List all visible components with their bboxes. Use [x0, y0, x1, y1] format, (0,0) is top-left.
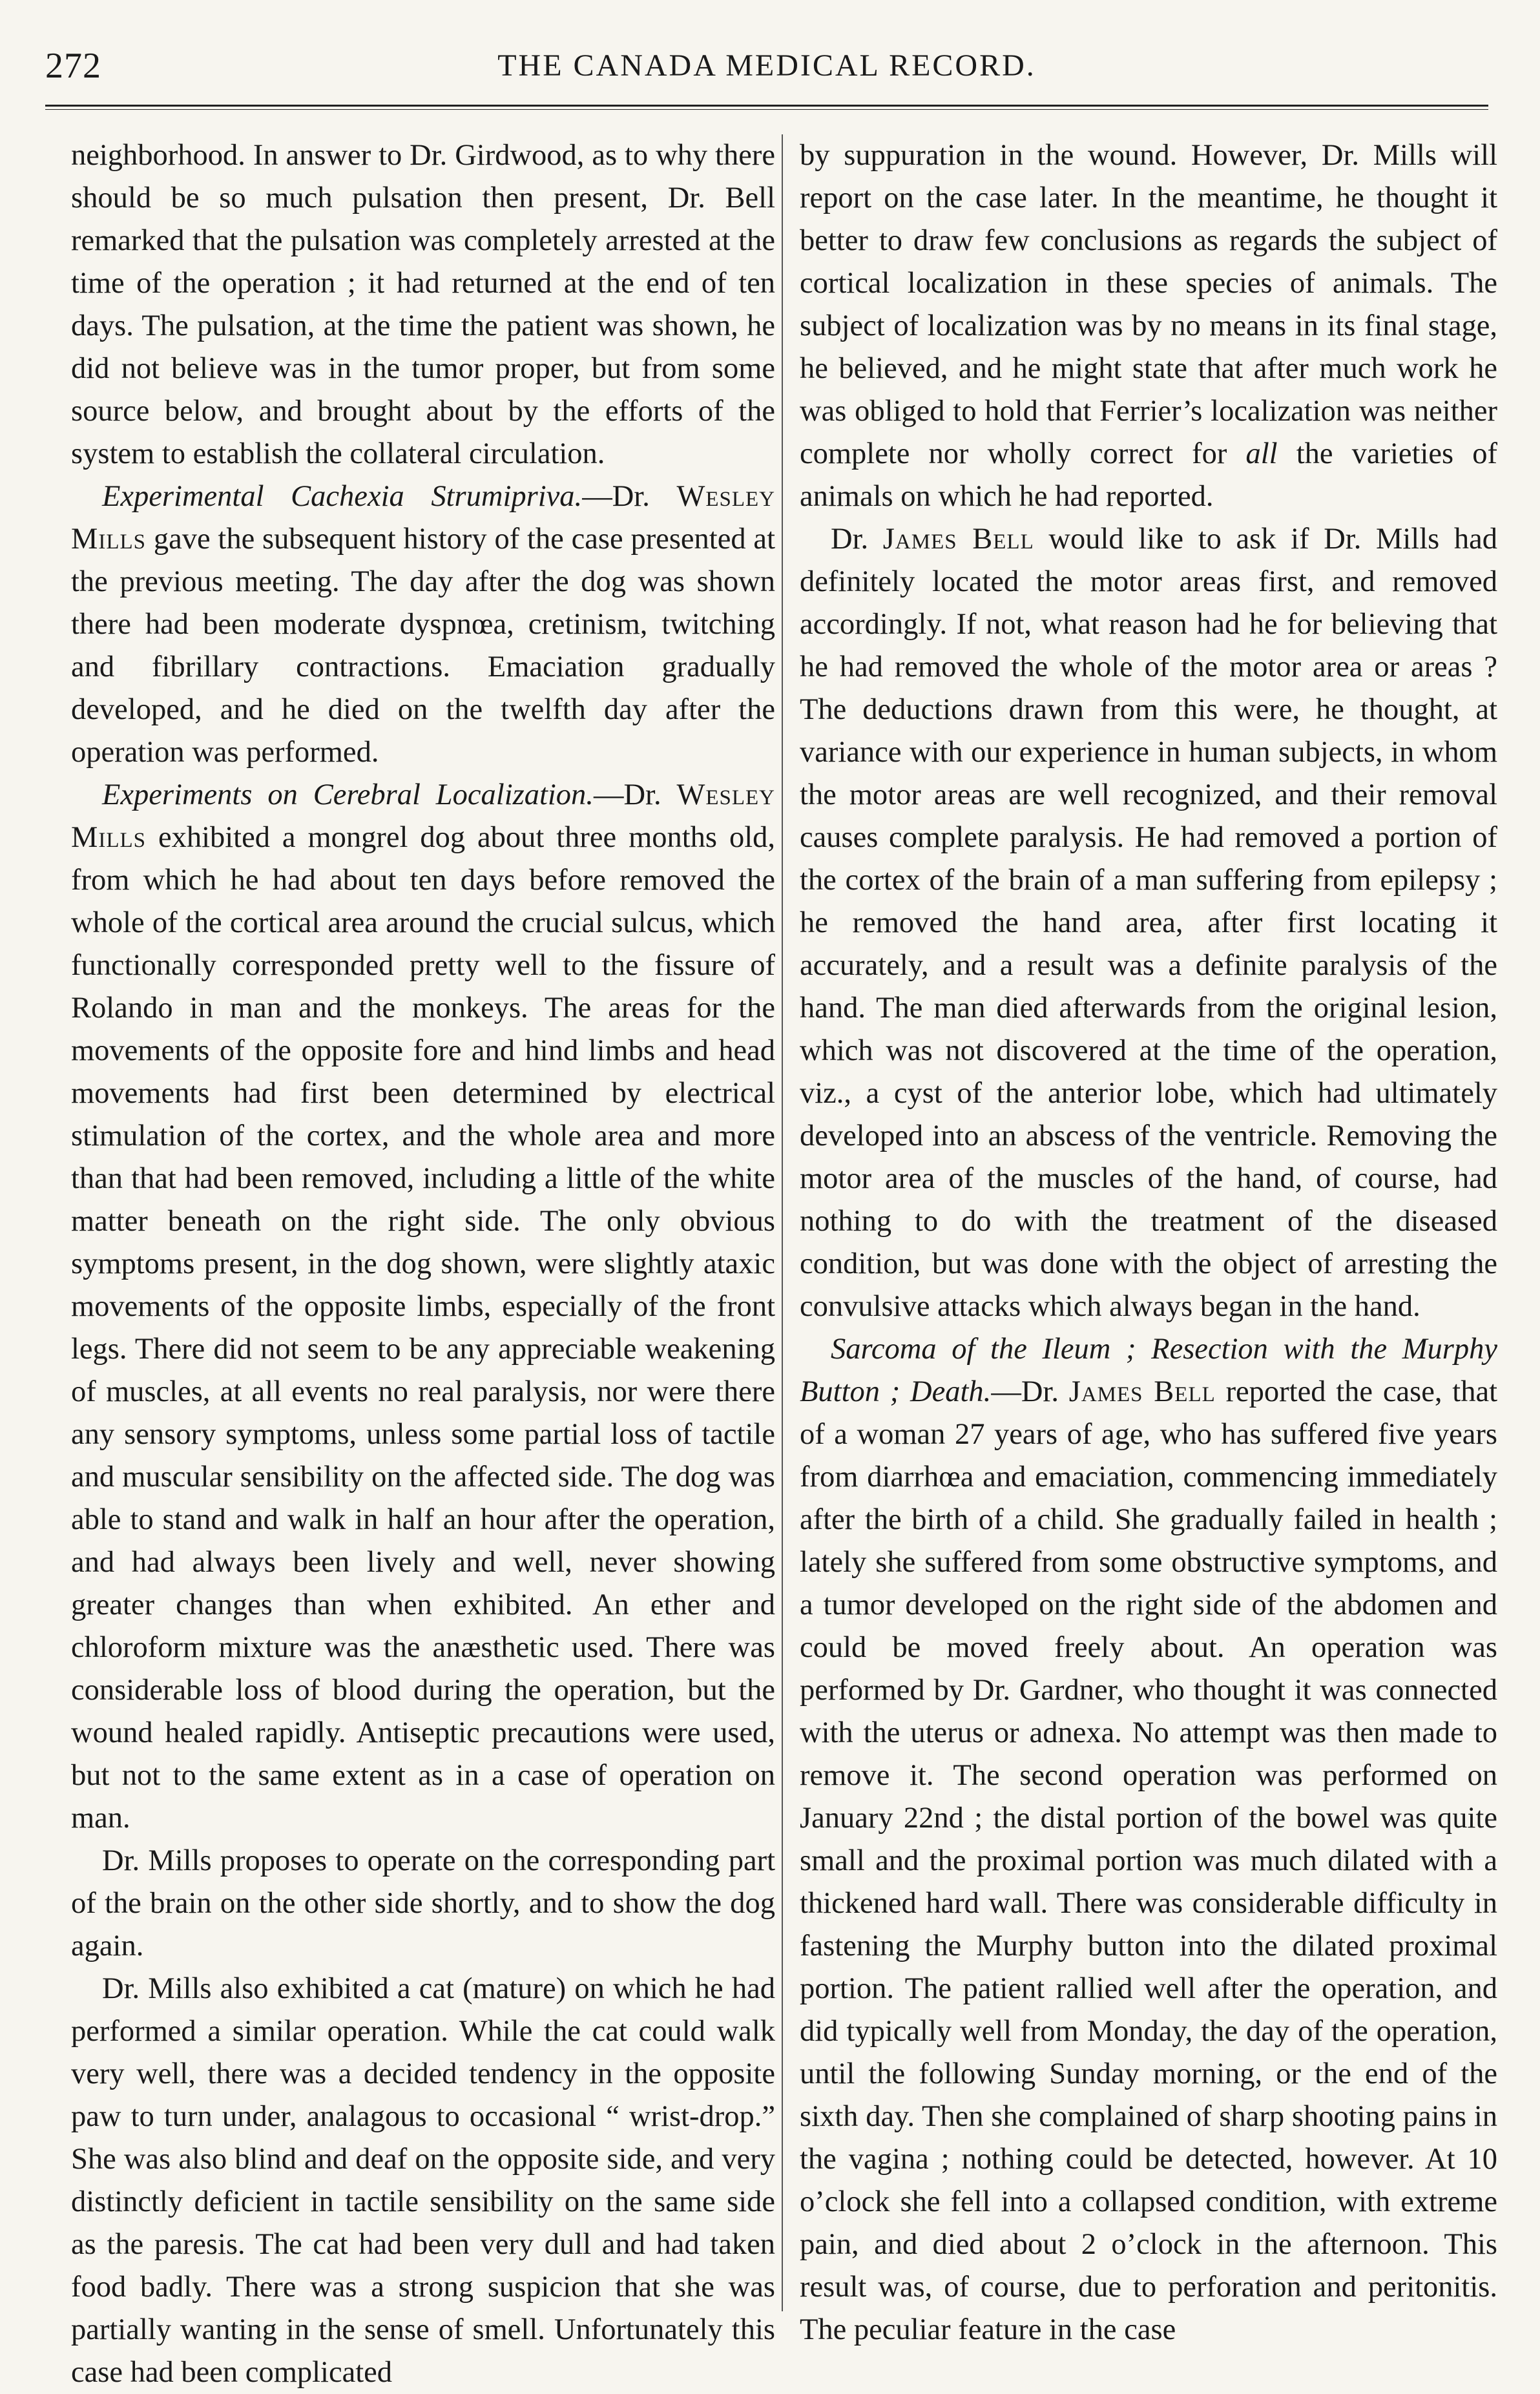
section-heading-sarcoma: Sarcoma of the Ileum ; Resection with the Murphy Button ; Death. — [800, 1333, 1497, 1408]
paragraph-body: exhibited a mongrel dog about three months old, from which he had about ten days before removed the whole of the cortical area around the crucial sulcus, which functionally corresponded pretty well to the fissure of Rolando in man and the monkeys. The areas for the movements of the opposite fore and hind limbs and head movements had first been determined by electrical stimulation of the cortex, and the whole area and more than that had been removed, including a little of the white matter beneath on the right side. The only obvious symptoms present, in the dog shown, were slightly ataxic movements of the opposite limbs, especially of the front legs. There did not seem to be any appreciable weakening of muscles, at all events no real paralysis, nor were there any sensory symptoms, unless some partial loss of tactile and muscular sensibility on the affected side. The dog was able to stand and walk in half an hour after the operation, and had always been lively and well, never showing greater changes than when exhibited. An ether and chloroform mixture was the anæsthetic used. There was considerable loss of blood during the operation, but the wound healed rapidly. Antiseptic precautions were used, but not to the same extent as in a case of operation on man. — [71, 821, 775, 1835]
paragraph-cachexia — [71, 475, 775, 774]
running-head: THE CANADA MEDICAL RECORD. — [497, 48, 1036, 83]
column-divider — [782, 134, 783, 2311]
paragraph-text: by suppuration in the wound. However, Dr. Mills will report on the case later. In the meantime, he thought it better to draw few conclusions as regards the subject of cortical localization in these species of animals. The subject of localization was by no means in its final stage, he believed, and he might state that after much work he was obliged to hold that Ferrier’s localization was neither complete nor wholly correct for — [800, 139, 1497, 470]
dash-text: —Dr. — [593, 778, 677, 811]
paragraph-suppuration — [800, 134, 1497, 518]
paragraph-body: reported the case, that of a woman 27 years of age, who has suffered five years from diarrhœa and emaciation, commencing immediately after the birth of a child. She gradually failed in health ; lately she suffered from some obstructive symptoms, and a tumor developed on the right side of the abdomen and could be moved freely about. An operation was performed by Dr. Gardner, who thought it was connected with the uterus or adnexa. No attempt was then made to remove it. The second operation was performed on January 22nd ; the distal portion of the bowel was quite small and the proximal portion was much dilated with a thickened hard wall. There was considerable difficulty in fastening the Murphy button into the dilated proximal portion. The patient rallied well after the operation, and did typically well from Monday, the day of the operation, until the following Sunday morning, or the end of the sixth day. Then she complained of sharp shooting pains in the vagina ; nothing could be detected, however. At 10 o’clock she fell into a collapsed condition, with extreme pain, and died about 2 o’clock in the afternoon. This result was, of course, due to perforation and peritonitis. The peculiar feature in the case — [800, 1375, 1497, 2346]
paragraph-mills-proposes: Dr. Mills proposes to operate on the corresponding part of the brain on the other side shortly, and to show the dog again. — [71, 1844, 775, 1962]
paragraph-sarcoma — [800, 1328, 1497, 2351]
dash-text: —Dr. — [582, 480, 677, 513]
paragraph-body: would like to ask if Dr. Mills had definitely located the motor areas first, and removed accordingly. If not, what reason had he for believing that he had removed the whole of the motor area or areas ? The deductions drawn from this were, he thought, at variance with our experience in human subjects, in whom the motor areas are well recognized, and their removal causes complete paralysis. He had removed a portion of the cortex of the brain of a man suffering from epilepsy ; he removed the hand area, after first locating it accurately, and a result was a definite paralysis of the hand. The man died afterwards from the original lesion, which was not discovered at the time of the operation, viz., a cyst of the anterior lobe, which had ultimately developed into an abscess of the ventricle. Removing the motor area of the muscles of the hand, of course, had nothing to do with the treatment of the diseased condition, but was done with the object of arresting the convulsive attacks which always began in the hand. — [800, 523, 1498, 1323]
author-name: James Bell — [1068, 1375, 1216, 1408]
page-number: 272 — [45, 46, 101, 86]
paragraph-localization — [71, 774, 775, 1840]
author-name: James Bell — [882, 523, 1034, 556]
left-column — [71, 134, 775, 2389]
right-column — [800, 134, 1498, 2346]
section-heading-cachexia: Experimental Cachexia Strumipriva. — [102, 480, 583, 513]
paragraph-body: gave the subsequent history of the case presented at the previous meeting. The day after the dog was shown there had been moderate dyspnœa, cretinism, twitching and fibrillary contractions. Emaciation gradually developed, and he died on the twelfth day after the operation was performed. — [71, 523, 775, 769]
section-heading-localization: Experiments on Cerebral Localization. — [102, 778, 594, 811]
paragraph-bell-question — [800, 518, 1497, 1328]
author-name: Wesley Mills — [71, 480, 775, 556]
paragraph-text: the varieties of animals on which he had reported. — [800, 437, 1497, 513]
author-name: Wesley Mills — [71, 778, 775, 854]
page-header — [45, 45, 1488, 97]
paragraph-cat: Dr. Mills also exhibited a cat (mature) on which he had performed a similar operation. While the cat could walk very well, there was a decided tendency in the opposite paw to turn under, analagous to occasional “ wrist-drop.” She was also blind and deaf on the opposite side, and very distinctly deficient in tactile sensibility on the same side as the paresis. The cat had been very dull and had taken food badly. There was a strong suspicion that she was partially wanting in the sense of smell. Unfortunately this case had been complicated — [71, 1972, 775, 2389]
emphasis-all: all — [1245, 437, 1278, 470]
header-rule — [45, 105, 1488, 110]
dash-text: —Dr. — [991, 1375, 1069, 1408]
paragraph-pulsation: neighborhood. In answer to Dr. Girdwood, as to why there should be so much pulsation then present, Dr. Bell remarked that the pulsation was completely arrested at the time of the operation ; it had returned at the end of ten days. The pulsation, at the time the patient was shown, he did not believe was in the tumor proper, but from some source below, and brought about by the efforts of the system to establish the collateral circulation. — [71, 139, 775, 470]
prefix-text: Dr. — [831, 523, 883, 556]
